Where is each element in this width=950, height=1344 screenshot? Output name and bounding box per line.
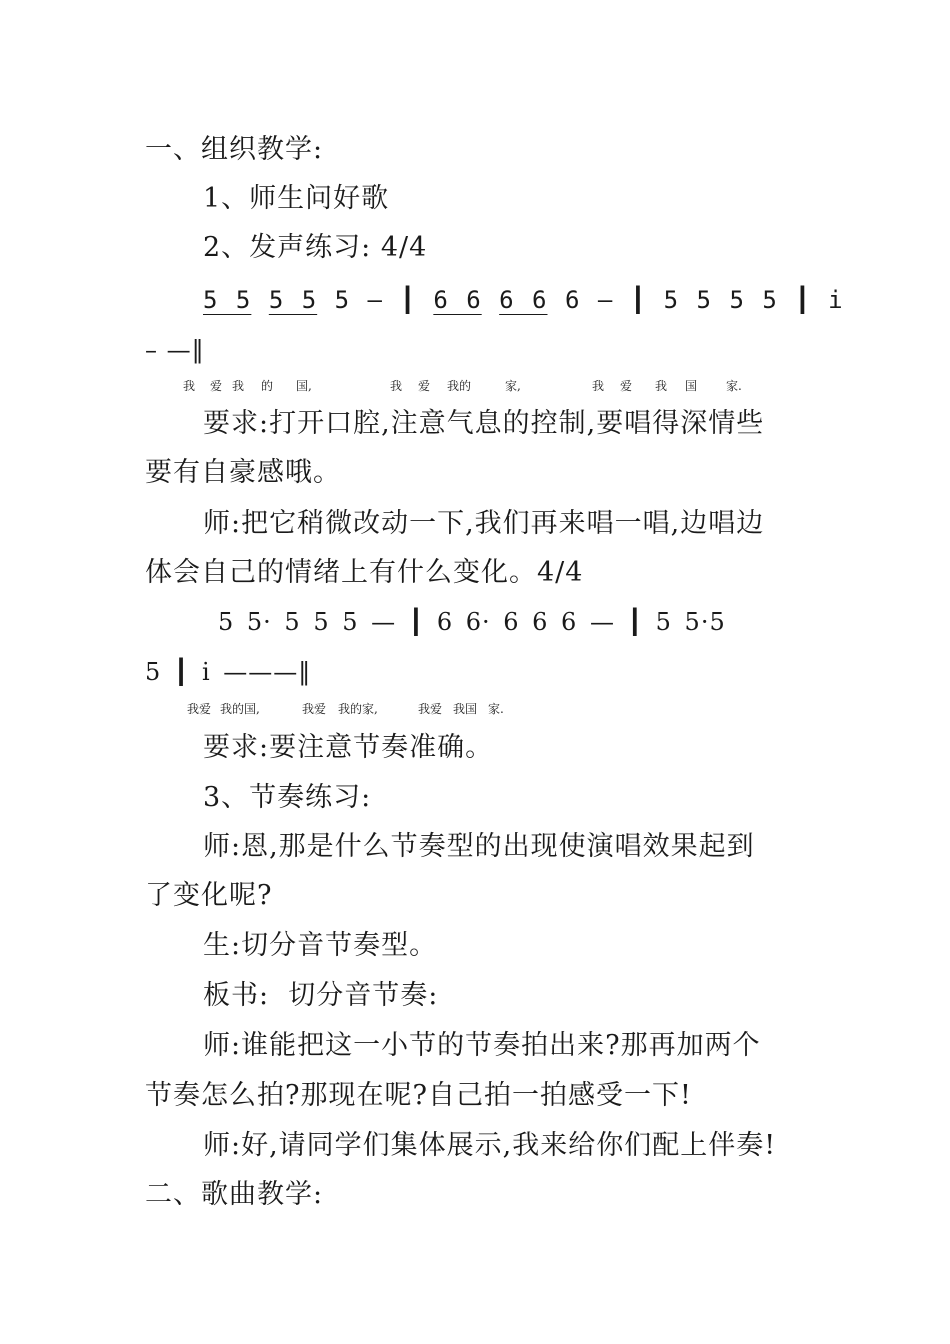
lyric-word: 家,: [505, 379, 521, 393]
lyric-word: 家.: [726, 379, 742, 393]
student-answer: 生:切分音节奏型。: [203, 930, 438, 961]
notation-segment: 6 — ┃ 5 5 5 5 ┃ i: [564, 286, 844, 314]
lyric-word: 国,: [296, 379, 312, 393]
lyric-word: 爱: [418, 379, 431, 393]
teacher-3-line-1: 师:谁能把这一小节的节奏拍出来?那再加两个: [203, 1030, 761, 1061]
lyric-word: 我: [655, 379, 668, 393]
section-heading-2: 二、歌曲教学:: [145, 1179, 324, 1210]
item-greeting-song: 1、师生问好歌: [203, 183, 390, 214]
lyric-word: 我爱: [302, 702, 327, 716]
notation-group: 5 5: [203, 286, 252, 314]
teacher-3-line-2: 节奏怎么拍?那现在呢?自己拍一拍感受一下!: [145, 1080, 692, 1111]
teacher-2-line-2: 了变化呢?: [145, 880, 273, 911]
lyric-word: 我: [183, 379, 196, 393]
notation-segment: 5 — ┃: [334, 286, 416, 314]
lyric-word: 我的家,: [338, 702, 378, 716]
notation-group: 5 5: [268, 286, 318, 314]
teacher-2-line-1: 师:恩,那是什么节奏型的出现使演唱效果起到: [203, 831, 755, 862]
teacher-1-line-2: 体会自己的情绪上有什么变化。4/4: [145, 557, 584, 588]
lyric-word: 的: [261, 379, 274, 393]
board-writing: 板书: 切分音节奏:: [203, 980, 439, 1011]
lyric-word: 家.: [488, 702, 504, 716]
notation-line-2-end: 5 ┃ i ———‖: [145, 658, 312, 686]
item-rhythm-practice: 3、节奏练习:: [203, 782, 372, 813]
notation-line-1-end: – —‖: [145, 336, 205, 364]
notation-group: 6 6: [433, 286, 482, 314]
lyric-word: 我的国,: [220, 702, 260, 716]
notation-line-1: [203, 283, 844, 317]
requirement-1-line-1: 要求:打开口腔,注意气息的控制,要唱得深情些: [203, 408, 765, 439]
item-vocal-practice: 2、发声练习: 4/4: [203, 232, 428, 263]
lyric-word: 我国: [453, 702, 478, 716]
teacher-1-line-1: 师:把它稍微改动一下,我们再来唱一唱,边唱边: [203, 508, 765, 539]
teacher-4: 师:好,请同学们集体展示,我来给你们配上伴奏!: [203, 1130, 777, 1161]
lyric-word: 我爱: [418, 702, 443, 716]
lyric-word: 我: [232, 379, 245, 393]
lyric-word: 爱: [210, 379, 223, 393]
section-heading-1: 一、组织教学:: [145, 134, 324, 165]
lyric-word: 我的: [447, 379, 472, 393]
requirement-1-line-2: 要有自豪感哦。: [145, 457, 341, 488]
lyric-word: 国: [685, 379, 698, 393]
lyric-word: 我: [390, 379, 403, 393]
lyric-word: 爱: [620, 379, 633, 393]
lyric-word: 我爱: [187, 702, 212, 716]
notation-line-2: 5 5· 5 5 5 — ┃ 6 6· 6 6 6 — ┃ 5 5·5: [218, 608, 726, 636]
notation-group: 6 6: [499, 286, 548, 314]
lyric-word: 我: [592, 379, 605, 393]
requirement-2: 要求:要注意节奏准确。: [203, 732, 494, 763]
